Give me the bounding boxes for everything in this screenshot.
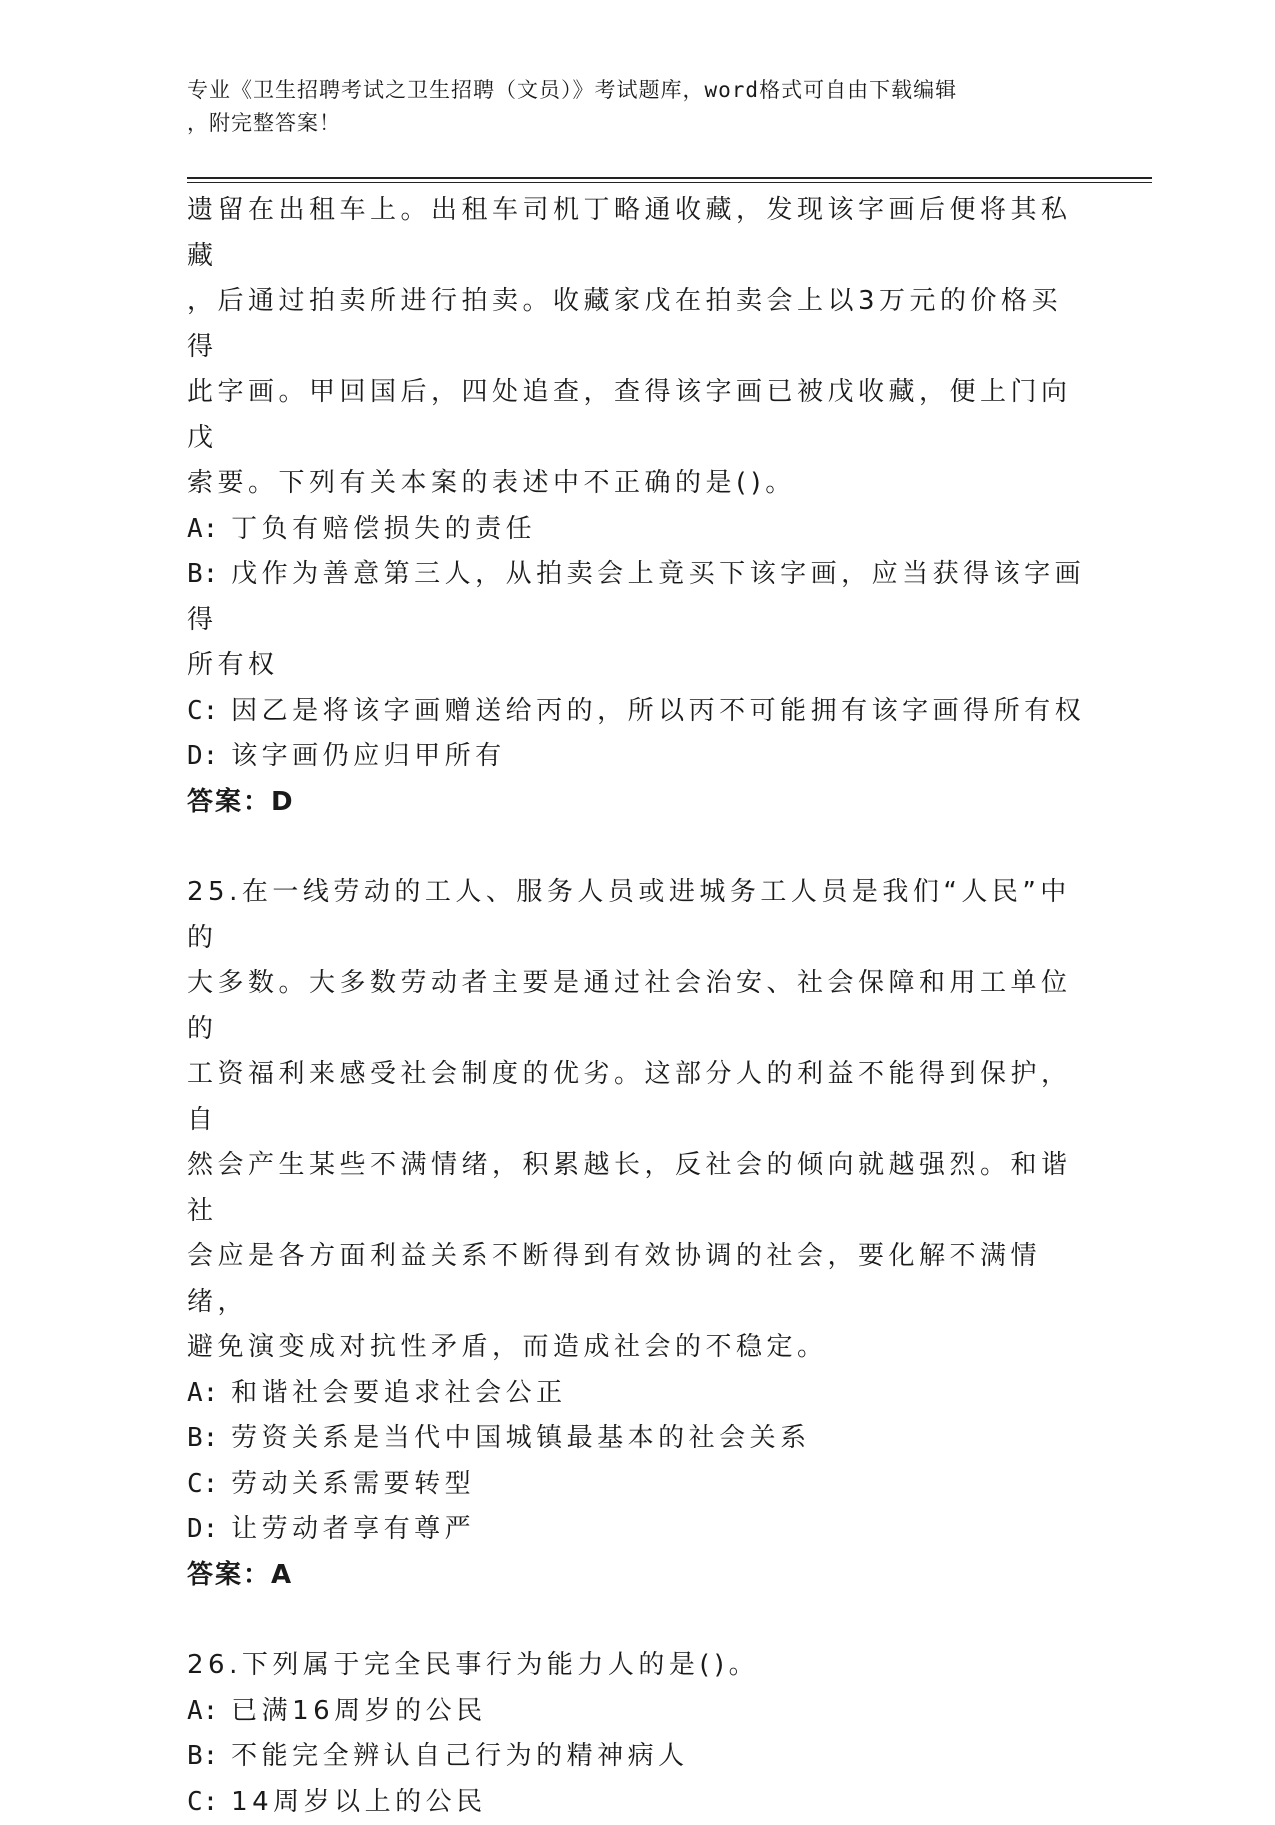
option-c (187, 1462, 1087, 1508)
answer-label: 答案：A (187, 1553, 1087, 1599)
option-letter: B: (187, 1423, 218, 1453)
question-24 (187, 188, 1087, 825)
option-text: 该字画仍应归甲所有 (231, 741, 506, 771)
question-stem-line: 避免演变成对抗性矛盾，而造成社会的不稳定。 (187, 1325, 1087, 1371)
answer-label: 答案：D (187, 780, 1087, 826)
option-text: 已满16周岁的公民 (231, 1696, 487, 1726)
question-25 (187, 870, 1087, 1598)
question-26 (187, 1643, 1087, 1825)
header-divider (187, 177, 1152, 179)
option-letter: A: (187, 1696, 218, 1726)
option-b (187, 552, 1087, 643)
question-stem-line: 大多数。大多数劳动者主要是通过社会治安、社会保障和用工单位的 (187, 961, 1087, 1052)
spacer (187, 1598, 1087, 1643)
option-letter: D: (187, 741, 218, 771)
header-title-line-2: ，附完整答案！ (187, 107, 1067, 140)
option-text: 和谐社会要追求社会公正 (231, 1378, 567, 1408)
option-a (187, 507, 1087, 553)
option-letter: A: (187, 514, 218, 544)
spacer (187, 825, 1087, 870)
option-text: 戊作为善意第三人，从拍卖会上竟买下该字画，应当获得该字画得 (187, 559, 1085, 635)
option-letter: C: (187, 696, 218, 726)
option-letter: C: (187, 1469, 218, 1499)
option-c (187, 1780, 1087, 1825)
option-b (187, 1416, 1087, 1462)
question-stem-line: ，后通过拍卖所进行拍卖。收藏家戊在拍卖会上以3万元的价格买得 (187, 279, 1087, 370)
option-letter: C: (187, 1787, 218, 1817)
document-body (187, 188, 1087, 1825)
option-b (187, 1734, 1087, 1780)
question-stem-line: 然会产生某些不满情绪，积累越长，反社会的倾向就越强烈。和谐社 (187, 1143, 1087, 1234)
document-header (187, 74, 1067, 140)
option-letter: B: (187, 1741, 218, 1771)
option-d (187, 734, 1087, 780)
option-text: 不能完全辨认自己行为的精神病人 (231, 1741, 689, 1771)
question-stem-line: 26.下列属于完全民事行为能力人的是()。 (187, 1643, 1087, 1689)
option-c (187, 689, 1087, 735)
option-d (187, 1507, 1087, 1553)
option-letter: B: (187, 559, 218, 589)
option-a (187, 1371, 1087, 1417)
option-a (187, 1689, 1087, 1735)
question-stem-line: 工资福利来感受社会制度的优劣。这部分人的利益不能得到保护，自 (187, 1052, 1087, 1143)
option-letter: A: (187, 1378, 218, 1408)
option-b-continued: 所有权 (187, 643, 1087, 689)
header-divider-thin (187, 182, 1152, 183)
option-text: 丁负有赔偿损失的责任 (231, 514, 536, 544)
question-stem-line: 25.在一线劳动的工人、服务人员或进城务工人员是我们“人民”中的 (187, 870, 1087, 961)
option-text: 因乙是将该字画赠送给丙的，所以丙不可能拥有该字画得所有权 (231, 696, 1085, 726)
header-title-line-1: 专业《卫生招聘考试之卫生招聘（文员）》考试题库，word格式可自由下载编辑 (187, 74, 1067, 107)
option-letter: D: (187, 1514, 218, 1544)
option-text: 劳资关系是当代中国城镇最基本的社会关系 (231, 1423, 811, 1453)
question-stem-line: 此字画。甲回国后，四处追查，查得该字画已被戊收藏，便上门向戊 (187, 370, 1087, 461)
question-stem-line: 会应是各方面利益关系不断得到有效协调的社会，要化解不满情绪， (187, 1234, 1087, 1325)
option-text: 14周岁以上的公民 (231, 1787, 487, 1817)
option-text: 让劳动者享有尊严 (231, 1514, 475, 1544)
option-text: 劳动关系需要转型 (231, 1469, 475, 1499)
question-stem-line: 索要。下列有关本案的表述中不正确的是()。 (187, 461, 1087, 507)
question-stem-line: 遗留在出租车上。出租车司机丁略通收藏，发现该字画后便将其私藏 (187, 188, 1087, 279)
